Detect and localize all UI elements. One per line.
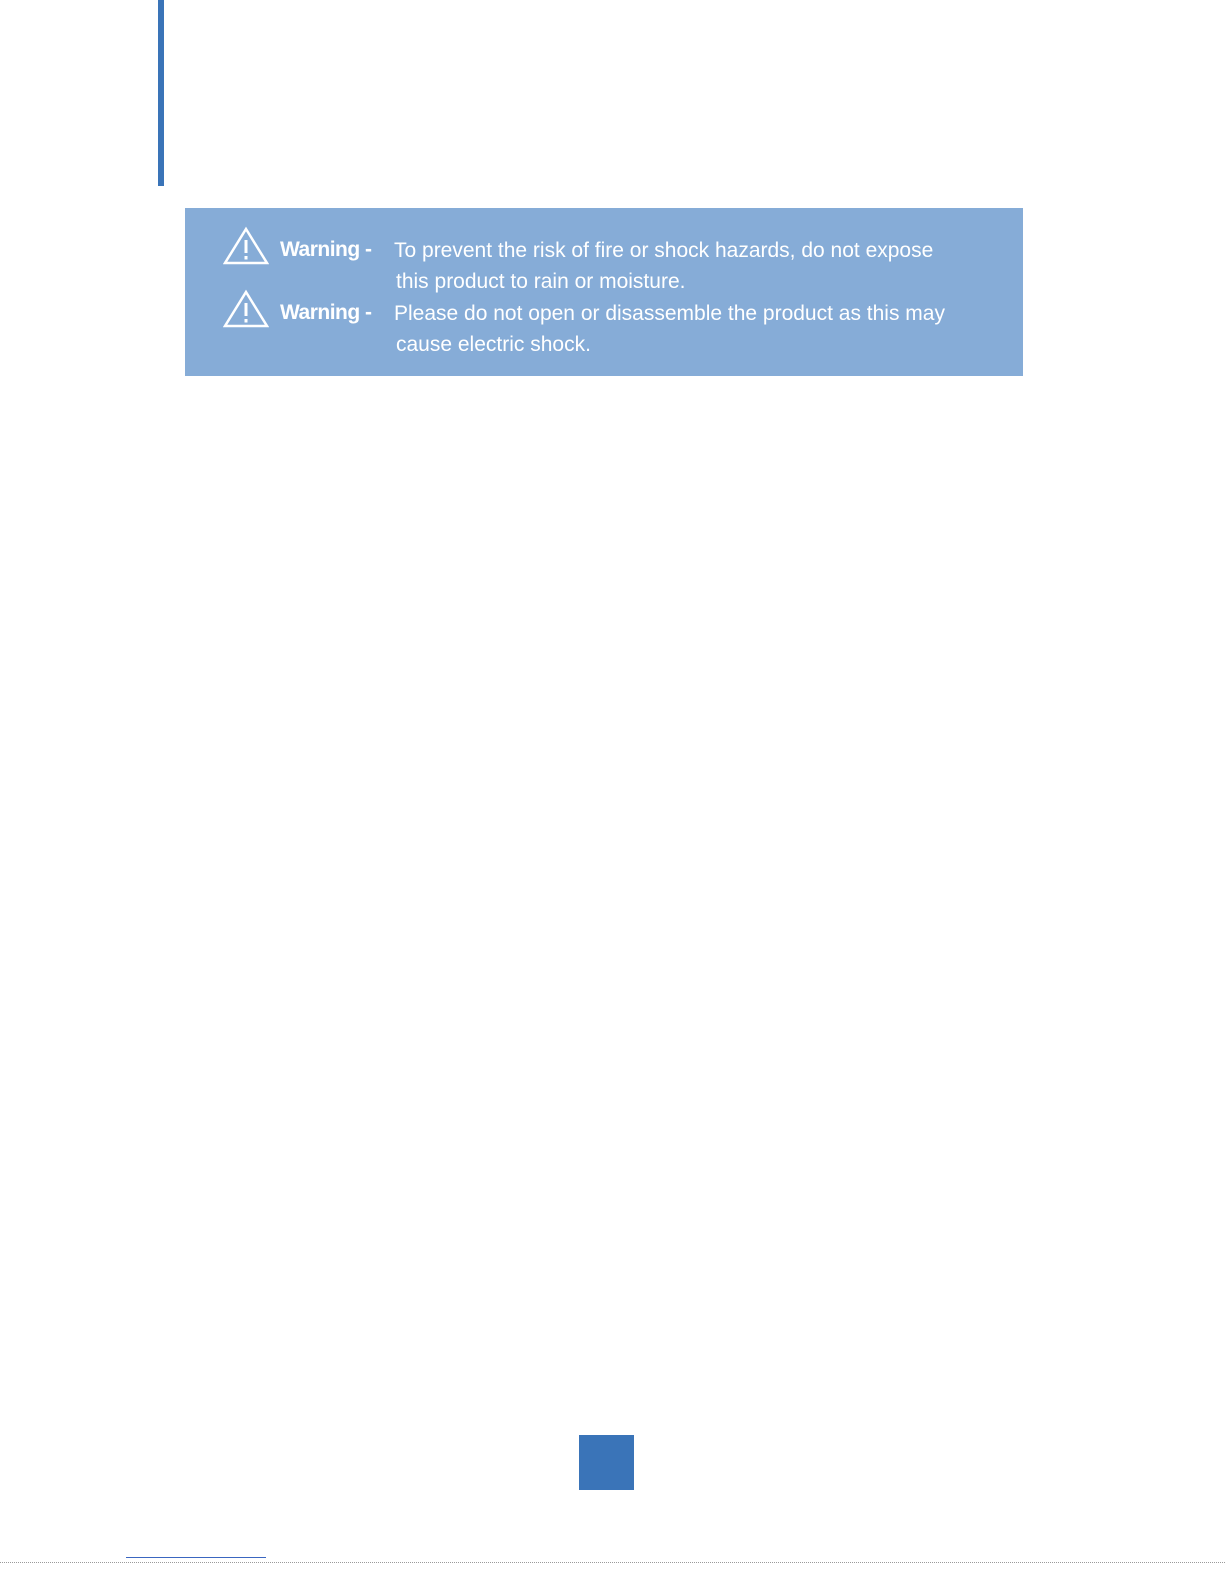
- warning-label: Warning -: [280, 301, 372, 324]
- accent-bar: [158, 0, 164, 186]
- warning-message-line: this product to rain or moisture.: [396, 270, 686, 293]
- warning-label: Warning -: [280, 238, 372, 261]
- warning-triangle-icon: [223, 289, 269, 329]
- warning-message: [394, 298, 994, 360]
- warning-message: [394, 235, 994, 297]
- footer-link-underline: [126, 1557, 266, 1558]
- warning-message-line: Please do not open or disassemble the product as this may: [394, 302, 945, 325]
- page-number-block: [579, 1435, 634, 1490]
- warning-triangle-icon: [223, 226, 269, 266]
- warning-message-line: To prevent the risk of fire or shock hazards, do not expose: [394, 239, 934, 262]
- warning-box: [185, 208, 1023, 376]
- warning-message-line: cause electric shock.: [396, 333, 591, 356]
- footer-dotted-rule: [0, 1562, 1225, 1563]
